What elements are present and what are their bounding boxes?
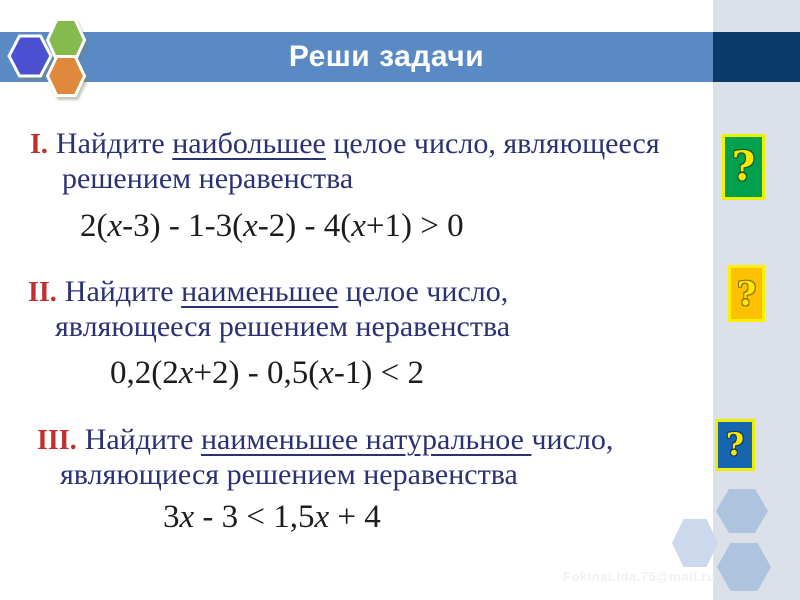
question-glyph: ?	[731, 143, 756, 190]
problem-1-line-2: решением неравенства	[62, 162, 354, 195]
problem-3-text-pre: Найдите	[84, 423, 201, 456]
question-glyph: ?	[725, 426, 745, 463]
problem-1-text-post: целое число, являющееся	[325, 127, 660, 160]
hexagon-orange	[48, 57, 85, 96]
question-icon-2[interactable]	[728, 265, 765, 322]
problem-3-text-underlined: наименьшее натуральное	[200, 423, 532, 456]
hexagon-green	[48, 20, 85, 61]
problem-3-line-1	[37, 422, 613, 458]
problem-2-line-2: являющееся решением неравенства	[55, 310, 511, 343]
header-bar	[0, 32, 713, 82]
problem-3-equation: 3x - 3 < 1,5x + 4	[163, 499, 381, 535]
page-title: Реши задачи	[288, 40, 485, 73]
hexagon-medium-bottom	[717, 543, 771, 591]
problem-2-numeral: II.	[28, 277, 57, 308]
problem-3-text-post: число,	[531, 423, 614, 456]
problem-2-text-underlined: наименьшее	[181, 275, 339, 308]
question-icon-3[interactable]	[715, 419, 755, 471]
hexagon-medium-top	[716, 489, 768, 533]
problem-1-equation: 2(x-3) - 1-3(x-2) - 4(x+1) > 0	[80, 208, 464, 244]
problem-2-equation: 0,2(2x+2) - 0,5(x-1) < 2	[110, 355, 424, 391]
problem-1-line-1	[30, 126, 660, 162]
hexagon-logo-icon	[0, 6, 100, 106]
watermark: FokinaLida.75@mail.ru	[563, 569, 716, 584]
question-icon-1[interactable]	[722, 134, 765, 200]
header-navy-block	[713, 32, 800, 82]
problem-3-line-2: являющиеся решением неравенства	[60, 458, 518, 491]
problem-2-text-post: целое число,	[338, 275, 509, 308]
problem-3-numeral: III.	[37, 425, 77, 456]
hexagon-blue	[9, 36, 51, 76]
problem-1-text-underlined: наибольшее	[172, 127, 326, 160]
problem-2-text-pre: Найдите	[64, 275, 182, 308]
problem-1-text-pre: Найдите	[55, 127, 173, 160]
hexagon-light	[672, 519, 718, 567]
problem-1-numeral: I.	[30, 129, 48, 160]
problem-2-line-1	[28, 274, 508, 310]
question-glyph: ?	[736, 274, 757, 313]
